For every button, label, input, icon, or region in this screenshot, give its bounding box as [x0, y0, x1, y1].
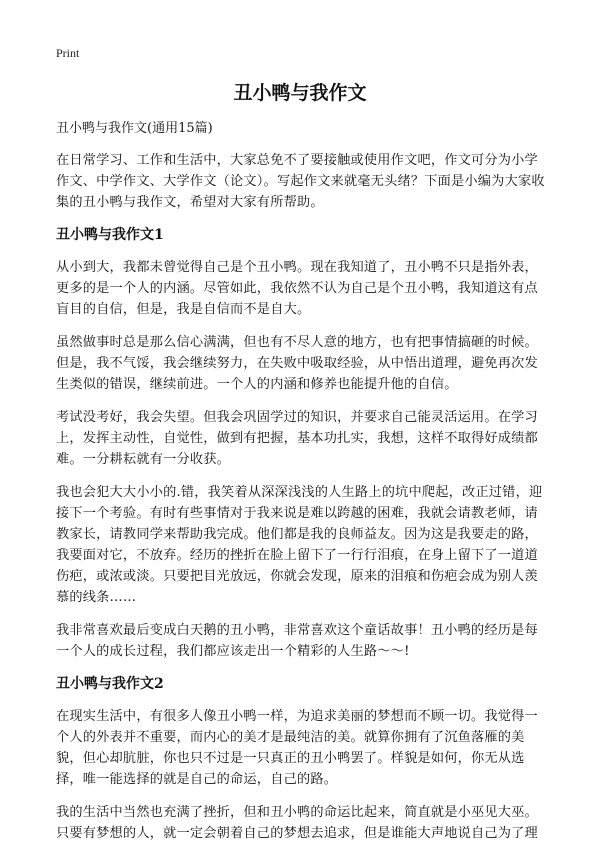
document-body	[56, 120, 548, 856]
page-title: 丑小鸭与我作文	[233, 82, 367, 104]
section-heading: 丑小鸭与我作文2	[56, 676, 164, 692]
print-link[interactable]: Print	[56, 46, 80, 60]
paragraph: 考试没考好，我会失望。但我会巩固学过的知识，并要求自己能灵活运用。在学习上，发挥主动性，自觉性，做到有把握，基本功扎实，我想，这样不取得好成绩都难。一分耕耘就有一分收获。	[56, 410, 538, 467]
paragraph: 从小到大，我都未曾觉得自己是个丑小鸭。现在我知道了，丑小鸭不只是指外表，更多的是一个人的内涵。尽管如此，我依然不认为自己是个丑小鸭，我知道这有点盲目的自信，但是，我是自信而不是自大。	[56, 260, 538, 317]
paragraph: 我的生活中当然也充满了挫折，但和丑小鸭的命运比起来，简直就是小巫见大巫。只要有梦想的人，就一定会朝着自己的梦想去追求，但是谁能大声地说自己为了理	[56, 805, 538, 841]
paragraph: 我也会犯大大小小的.错，我笑着从深深浅浅的人生路上的坑中爬起，改正过错，迎接下一个考验。有时有些事情对于我来说是难以跨越的困难，我就会请教老师，请教家长，请教同学来帮助我完成。他们都是我的良师益友。因为这是我要走的路，我要面对它，不放弃。经历的挫折在脸上留下了一行行泪痕，在身上留下了一道道伤疤，或浓或淡。只要把目光放远，你就会发现，原来的泪痕和伤疤会成为别人羡慕的线条……	[56, 485, 543, 605]
paragraph: 我非常喜欢最后变成白天鹅的丑小鸭，非常喜欢这个童话故事！丑小鸭的经历是每一个人的成长过程，我们都应该走出一个精彩的人生路～～!	[56, 623, 538, 659]
section-heading: 丑小鸭与我作文1	[56, 227, 164, 243]
paragraph: 虽然做事时总是那么信心满满，但也有不尽人意的地方，也有把事情搞砸的时候。但是，我不气馁，我会继续努力，在失败中吸取经验，从中悟出道理，避免再次发生类似的错误，继续前进。一个人的内涵和修养也能提升他的自信。	[56, 335, 538, 392]
intro-paragraph: 在日常学习、工作和生活中，大家总免不了要接触或使用作文吧，作文可分为小学作文、中学作文、大学作文（论文）。写起作文来就毫无头绪？下面是小编为大家收集的丑小鸭与我作文，希望对大家有所帮助。	[56, 153, 545, 210]
paragraph: 在现实生活中，有很多人像丑小鸭一样，为追求美丽的梦想而不顾一切。我觉得一个人的外表并不重要，而内心的美才是最纯洁的美。就算你拥有了沉鱼落雁的美貌，但心却肮脏，你也只不过是一只真正的丑小鸭罢了。样貌是如何，你无从选择，唯一能选择的就是自己的命运，自己的路。	[56, 709, 538, 787]
document-subtitle: 丑小鸭与我作文(通用15篇)	[56, 121, 213, 136]
